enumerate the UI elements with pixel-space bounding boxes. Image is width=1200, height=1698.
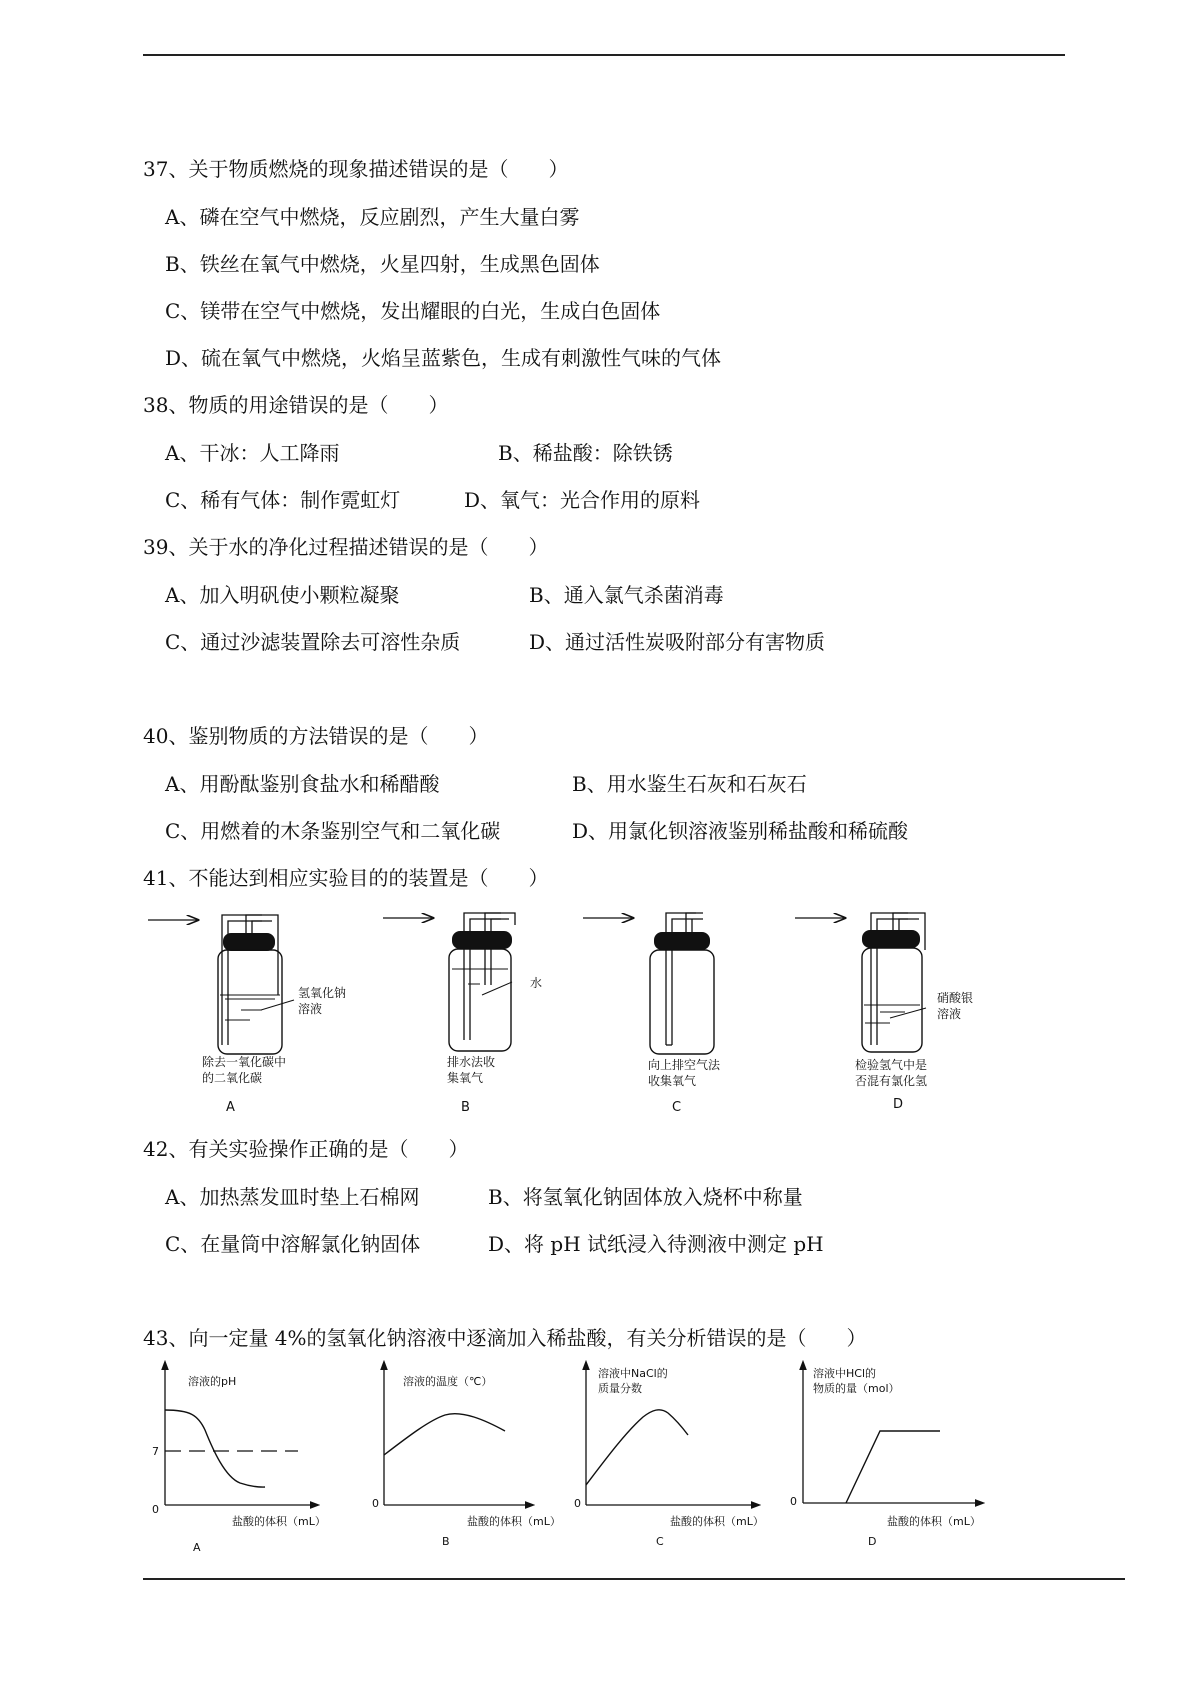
apparatus-b (383, 913, 515, 1051)
graph-c-origin: 0 (574, 1497, 581, 1510)
apparatus-b-letter: B (461, 1100, 470, 1115)
graph-d-curve (846, 1431, 940, 1503)
question-40-option-c: C、用燃着的木条鉴别空气和二氧化碳 (165, 819, 501, 843)
graph-d-xlabel: 盐酸的体积（mL） (887, 1515, 981, 1528)
question-40-option-a: A、用酚酞鉴别食盐水和稀醋酸 (165, 772, 440, 796)
graph-c-letter: C (656, 1535, 664, 1548)
apparatus-a (148, 915, 294, 1054)
question-38-option-b: B、稀盐酸：除铁锈 (498, 441, 673, 465)
question-43-stem: 43、向一定量 4%的氢氧化钠溶液中逐滴加入稀盐酸，有关分析错误的是（ ） (143, 1326, 867, 1350)
question-38-option-a: A、干冰：人工降雨 (165, 441, 340, 465)
question-37-option-a: A、磷在空气中燃烧，反应剧烈，产生大量白雾 (165, 205, 580, 229)
question-37-option-d: D、硫在氧气中燃烧，火焰呈蓝紫色，生成有刺激性气味的气体 (165, 346, 722, 370)
graph-b-ylabel: 溶液的温度（℃） (403, 1375, 493, 1388)
apparatus-d-label: 硝酸银 溶液 (937, 991, 974, 1021)
question-37-option-c: C、镁带在空气中燃烧，发出耀眼的白光，生成白色固体 (165, 299, 661, 323)
question-37-stem: 37、关于物质燃烧的现象描述错误的是（ ） (143, 157, 569, 181)
apparatus-figure (0, 900, 1200, 1130)
graph-c-ylabel-line2: 质量分数 (598, 1382, 642, 1395)
question-42-option-a: A、加热蒸发皿时垫上石棉网 (165, 1185, 420, 1209)
graph-b-origin: 0 (372, 1497, 379, 1510)
apparatus-a-letter: A (226, 1100, 235, 1115)
apparatus-d-letter: D (893, 1097, 904, 1112)
apparatus-c-letter: C (672, 1100, 682, 1115)
question-40-option-b: B、用水鉴生石灰和石灰石 (572, 772, 807, 796)
graph-b (372, 1365, 561, 1548)
graph-c-curve (586, 1410, 688, 1485)
apparatus-b-caption: 排水法收 集氧气 (447, 1055, 496, 1085)
question-38-option-d: D、氧气：光合作用的原料 (464, 488, 701, 512)
graph-b-xlabel: 盐酸的体积（mL） (467, 1515, 561, 1528)
question-39-option-d: D、通过活性炭吸附部分有害物质 (529, 630, 826, 654)
apparatus-a-label: 氢氧化钠 溶液 (298, 986, 347, 1016)
graph-a (152, 1365, 326, 1554)
apparatus-a-caption: 除去一氧化碳中 的二氧化碳 (202, 1055, 287, 1085)
apparatus-c (583, 913, 714, 1054)
graph-d-ylabel-line1: 溶液中HCl的 (813, 1367, 877, 1380)
question-39-option-c: C、通过沙滤装置除去可溶性杂质 (165, 630, 461, 654)
graph-a-ref-tick: 7 (152, 1445, 159, 1458)
apparatus-c-caption: 向上排空气法 收集氧气 (648, 1058, 721, 1088)
question-38-option-c: C、稀有气体：制作霓虹灯 (165, 488, 401, 512)
graph-a-curve (165, 1410, 265, 1487)
question-39-option-b: B、通入氯气杀菌消毒 (529, 583, 724, 607)
graph-c-xlabel: 盐酸的体积（mL） (670, 1515, 764, 1528)
question-42-option-b: B、将氢氧化钠固体放入烧杯中称量 (488, 1185, 803, 1209)
graphs-figure (0, 1355, 1200, 1585)
graph-a-xlabel: 盐酸的体积（mL） (232, 1515, 326, 1528)
question-39-stem: 39、关于水的净化过程描述错误的是（ ） (143, 535, 549, 559)
graph-a-letter: A (193, 1541, 201, 1554)
question-42-stem: 42、有关实验操作正确的是（ ） (143, 1137, 469, 1161)
question-40-stem: 40、鉴别物质的方法错误的是（ ） (143, 724, 489, 748)
graph-b-letter: B (442, 1535, 450, 1548)
graph-b-curve (384, 1414, 505, 1455)
graph-c (574, 1365, 764, 1548)
graph-d-ylabel-line2: 物质的量（mol） (813, 1382, 900, 1395)
graph-d (790, 1365, 981, 1548)
graph-d-letter: D (868, 1535, 877, 1548)
question-37-option-b: B、铁丝在氧气中燃烧，火星四射，生成黑色固体 (165, 252, 600, 276)
question-40-option-d: D、用氯化钡溶液鉴别稀盐酸和稀硫酸 (572, 819, 909, 843)
apparatus-d (795, 913, 926, 1052)
question-39-option-a: A、加入明矾使小颗粒凝聚 (165, 583, 400, 607)
graph-a-origin: 0 (152, 1503, 159, 1516)
graph-a-ylabel: 溶液的pH (188, 1375, 237, 1388)
question-42-option-d: D、将 pH 试纸浸入待测液中测定 pH (488, 1232, 824, 1256)
graph-d-origin: 0 (790, 1495, 797, 1508)
question-41-stem: 41、不能达到相应实验目的的装置是（ ） (143, 866, 549, 890)
apparatus-b-label: 水 (530, 976, 543, 990)
graph-c-ylabel-line1: 溶液中NaCl的 (598, 1367, 668, 1380)
question-42-option-c: C、在量筒中溶解氯化钠固体 (165, 1232, 421, 1256)
top-rule (143, 54, 1065, 56)
question-38-stem: 38、物质的用途错误的是（ ） (143, 393, 449, 417)
apparatus-d-caption: 检验氢气中是 否混有氯化氢 (855, 1058, 928, 1088)
